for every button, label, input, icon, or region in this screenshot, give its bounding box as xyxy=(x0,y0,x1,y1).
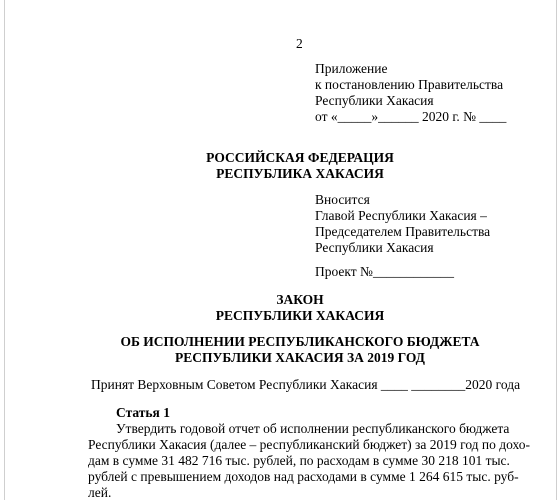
submitted-line-3: Председателем Правительства xyxy=(315,224,491,239)
title-line-2: РЕСПУБЛИКИ ХАКАСИЯ ЗА 2019 ГОД xyxy=(175,350,425,365)
article-line-2: Республики Хакасия (далее – республиканский бюджет) за 2019 год по дохо- xyxy=(88,437,531,452)
heading-line-2: РЕСПУБЛИКА ХАКАСИЯ xyxy=(216,166,384,181)
appendix-line-3: Республики Хакасия xyxy=(315,93,434,108)
appendix-line-1: Приложение xyxy=(315,61,388,76)
article-line-1: Утвердить годовой отчет об исполнении республиканского бюджета xyxy=(116,421,510,436)
appendix-line-2: к постановлению Правительства xyxy=(315,77,504,92)
law-line-2: РЕСПУБЛИКИ ХАКАСИЯ xyxy=(215,308,385,323)
page-right-border xyxy=(556,0,557,500)
title-line-1: ОБ ИСПОЛНЕНИИ РЕСПУБЛИКАНСКОГО БЮДЖЕТА xyxy=(120,334,480,349)
article-line-3: дам в сумме 31 482 716 тыс. рублей, по расходам в сумме 30 218 101 тыс. xyxy=(88,453,510,468)
article-line-4: рублей с превышением доходов над расходами в сумме 1 264 615 тыс. руб- xyxy=(88,469,519,484)
article-line-5: лей. xyxy=(88,485,112,500)
submitted-line-1: Вносится xyxy=(315,192,370,207)
appendix-line-4: от «_____»______ 2020 г. № ____ xyxy=(315,109,507,124)
law-line-1: ЗАКОН xyxy=(276,292,324,307)
submitted-line-2: Главой Республики Хакасия – xyxy=(315,208,487,223)
article-heading: Статья 1 xyxy=(116,405,170,420)
page-number: 2 xyxy=(296,36,303,51)
project-number: Проект №____________ xyxy=(315,264,454,279)
heading-line-1: РОССИЙСКАЯ ФЕДЕРАЦИЯ xyxy=(206,150,394,165)
page-left-border xyxy=(4,0,5,500)
adopted-line: Принят Верховным Советом Республики Хакасия ____ ________2020 года xyxy=(91,377,521,392)
submitted-line-4: Республики Хакасия xyxy=(315,240,434,255)
